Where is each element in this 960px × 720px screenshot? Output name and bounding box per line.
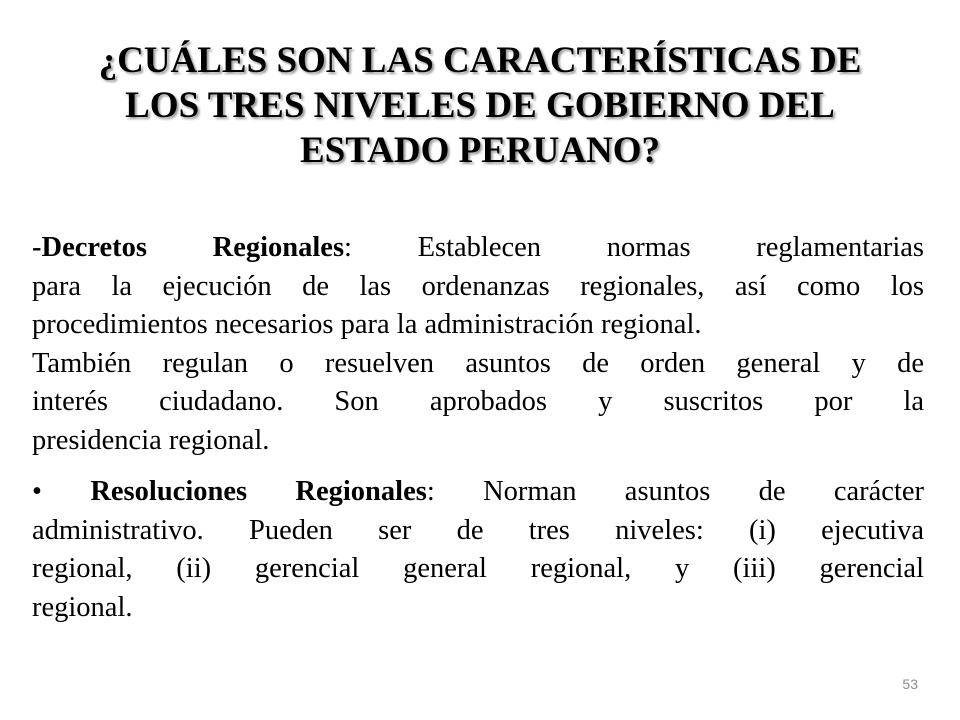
resoluciones-paragraph [32,473,924,627]
paragraph-line: regional. [32,591,133,623]
resoluciones-term: Resoluciones Regionales [90,476,427,507]
title-line: LOS TRES NIVELES DE GOBIERNO DEL [125,85,835,126]
decretos-term: -Decretos Regionales [32,232,345,263]
slide-body [32,229,924,627]
paragraph-line [32,229,924,268]
paragraph-line: regional, (ii) gerencial general regional, y (iii) gerencial [32,553,924,584]
page-number: 53 [902,676,918,692]
paragraph-line: presidencia regional. [32,424,270,456]
resoluciones-intro: : Norman asuntos de carácter [426,476,925,507]
slide-title [40,38,920,173]
paragraph-line: para la ejecución de las ordenanzas regionales, así como los [32,270,924,302]
decretos-intro: : Establecen normas reglamentarias [344,232,924,263]
paragraph-line: interés ciudadano. Son aprobados y suscritos por la [32,386,924,417]
paragraph-line: administrativo. Pueden ser de tres niveles: (i) ejecutiva [32,514,924,546]
paragraph-line: procedimientos necesarios para la administración regional. [32,309,702,340]
decretos-paragraph [32,229,924,460]
paragraph-line [32,473,924,512]
title-line: ¿CUÁLES SON LAS CARACTERÍSTICAS DE [98,40,862,81]
bullet: • [32,476,42,507]
paragraph-line: También regulan o resuelven asuntos de orden general y de [32,347,924,379]
title-line: ESTADO PERUANO? [299,130,661,171]
